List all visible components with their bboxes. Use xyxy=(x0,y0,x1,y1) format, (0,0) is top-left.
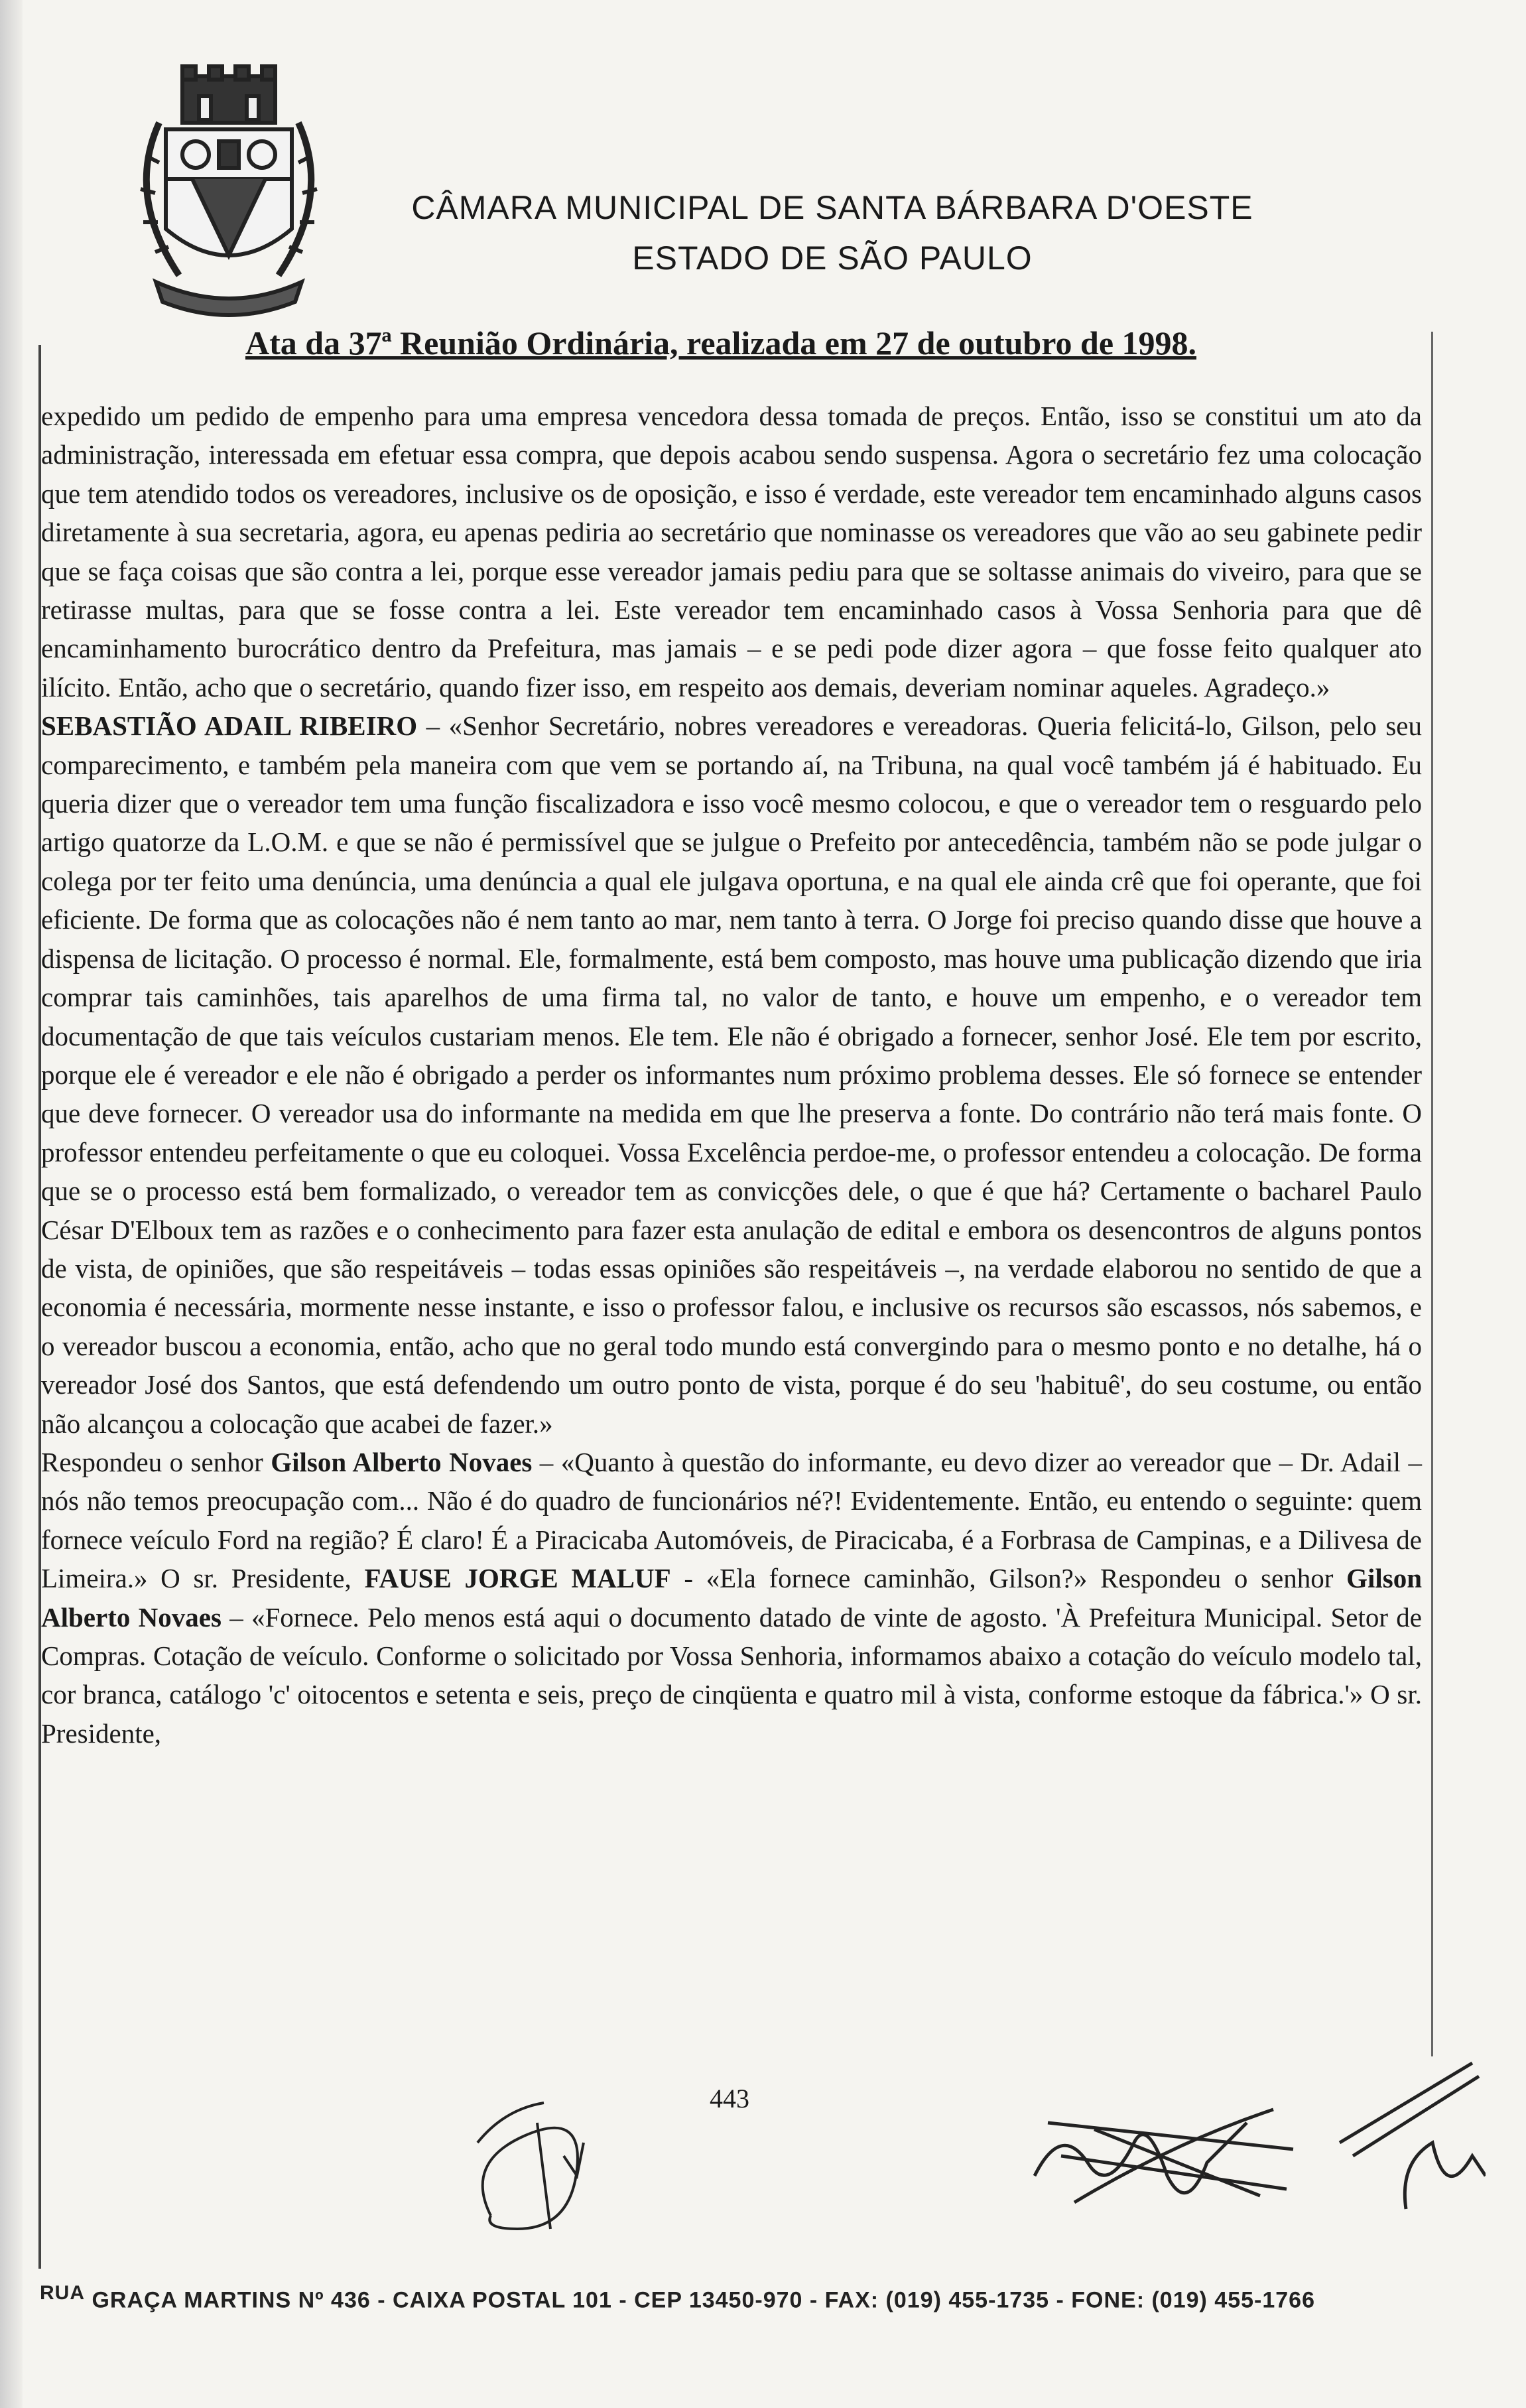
footer-street-prefix: RUA xyxy=(40,2282,85,2304)
speaker-name: Gilson Alberto Novaes xyxy=(41,1563,1422,1633)
page-number: 443 xyxy=(710,2084,749,2113)
institution-name: CÂMARA MUNICIPAL DE SANTA BÁRBARA D'OESTE xyxy=(411,189,1253,226)
right-margin-rule xyxy=(1431,332,1433,2056)
paragraph-2 xyxy=(41,706,1422,1443)
speech-text: – «Senhor Secretário, nobres vereadores e vereadoras. Queria felicitá-lo, Gilson, pelo seu comparecimento, e também pela maneira com que vem se portando aí, na Tribuna, na qual você também já é habituado. Eu queria dizer que o vereador tem uma função fiscalizadora e isso você mesmo colocou, e que o vereador tem o resguardo pelo artigo quatorze da L.O.M. e que se não é permissível que se julgue o Prefeito por antecedência, também não se pode julgar o colega por ter feito uma denúncia, uma denúncia a qual ele julgava oportuna, e na qual ele ainda crê que foi operante, que foi eficiente. De forma que as colocações não é nem tanto ao mar, nem tanto à terra. O Jorge foi preciso quando disse que houve a dispensa de licitação. O processo é normal. Ele, formalmente, está bem composto, mas houve uma publicação dizendo que iria comprar tais caminhões, tais aparelhos de uma firma tal, no valor de tanto, e houve um empenho, e o vereador tem documentação de que tais veículos custariam menos. Ele tem. Ele não é obrigado a fornecer, senhor José. Ele tem por escrito, porque ele é vereador e ele não é obrigado a perder os informantes num próximo problema desses. Ele só fornece se entender que deve fornecer. O vereador usa do informante na medida em que lhe preserva a fonte. Do contrário não terá mais fonte. O professor entendeu perfeitamente o que eu coloquei. Vossa Excelência perdoe-me, o professor entendeu a colocação. De forma que se o processo está bem formalizado, o vereador tem as convicções dele, o que é que há? Certamente o bacharel Paulo César D'Elboux tem as razões e o conhecimento para fazer esta anulação de edital e embora os desencontros de alguns pontos de vista, de opiniões, que são respeitáveis – todas essas opiniões são respeitáveis –, na verdade elaborou no sentido de que a economia é necessária, mormente nesse instante, e isso o professor falou, e inclusive os recursos são escassos, nós sabemos, e o vereador buscou a economia, então, acho que no geral todo mundo está convergindo para o mesmo ponto e no detalhe, há o vereador José dos Santos, que está defendendo um outro ponto de vista, porque é do seu 'habituê', do seu costume, ou então não alcançou a colocação que acabei de fazer.» xyxy=(41,710,1422,1439)
speaker-name: SEBASTIÃO ADAIL RIBEIRO xyxy=(41,710,418,742)
speech-text: – «Fornece. Pelo menos está aqui o documento datado de vinte de agosto. 'À Prefeitura Municipal. Setor de Compras. Cotação de veículo. Conforme o solicitado por Vossa Senhoria, informamos abaixo a cotação do veículo modelo tal, cor branca, catálogo 'c' oitocentos e setenta e seis, preço de cinqüenta e quatro mil à vista, conforme estoque da fábrica.'» O sr. Presidente, xyxy=(41,1601,1422,1749)
paragraph-1: expedido um pedido de empenho para uma empresa vencedora dessa tomada de preços. Então, isso se constitui um ato da administração, interessada em efetuar essa compra, que depois acabou sendo suspensa. Agora o secretário fez uma colocação que tem atendido todos os vereadores, inclusive os de oposição, e isso é verdade, este vereador tem encaminhado alguns casos diretamente à sua secretaria, agora, eu apenas pediria ao secretário que nominasse os vereadores que vão ao seu gabinete pedir que se faça coisas que são contra a lei, porque esse vereador jamais pediu para que se soltasse animais do viveiro, para que se retirasse multas, para que se fosse contra a lei. Este vereador tem encaminhado casos à Vossa Senhoria para que dê encaminhamento burocrático dentro da Prefeitura, mas jamais – e se pedi pode dizer agora – que fosse feito qualquer ato ilícito. Então, acho que o secretário, quando fizer isso, em respeito aos demais, deveriam nominar aqueles. Agradeço.» xyxy=(41,401,1422,702)
speech-text: - «Ela fornece caminhão, Gilson?» Respondeu o senhor xyxy=(670,1563,1347,1594)
minutes-body xyxy=(41,397,1422,1753)
signature-scribble-right xyxy=(1008,2043,1486,2229)
paragraph-3 xyxy=(41,1443,1422,1753)
footer-contact: GRAÇA MARTINS Nº 436 - CAIXA POSTAL 101 - CEP 13450-970 - FAX: (019) 455-1735 - FONE: (019) 455-1766 xyxy=(85,2287,1315,2313)
speaker-name: Gilson Alberto Novaes xyxy=(271,1446,533,1477)
speech-text: – «Quanto à questão do informante, eu devo dizer ao vereador que – Dr. Adail – nós não temos preocupação com... Não é do quadro de funcionários né?! Evidentemente. Então, eu entendo o seguinte: quem fornece veículo Ford na região? É claro! É a Piracicaba Automóveis, de Piracicaba, é a Forbrasa de Campinas, e a Dilivesa de Limeira.» O sr. Presidente, xyxy=(41,1446,1422,1594)
letterhead xyxy=(119,63,1413,328)
state-name: ESTADO DE SÃO PAULO xyxy=(632,239,1033,277)
coat-of-arms-icon xyxy=(119,63,338,328)
footer-address xyxy=(40,2282,1432,2313)
signature-initials-left xyxy=(464,2096,703,2242)
speaker-name: FAUSE JORGE MALUF xyxy=(364,1563,671,1594)
narration-text: Respondeu o senhor xyxy=(41,1446,271,1477)
session-title: Ata da 37ª Reunião Ordinária, realizada em 27 de outubro de 1998. xyxy=(245,324,1197,362)
scan-page-edge xyxy=(0,0,23,2408)
